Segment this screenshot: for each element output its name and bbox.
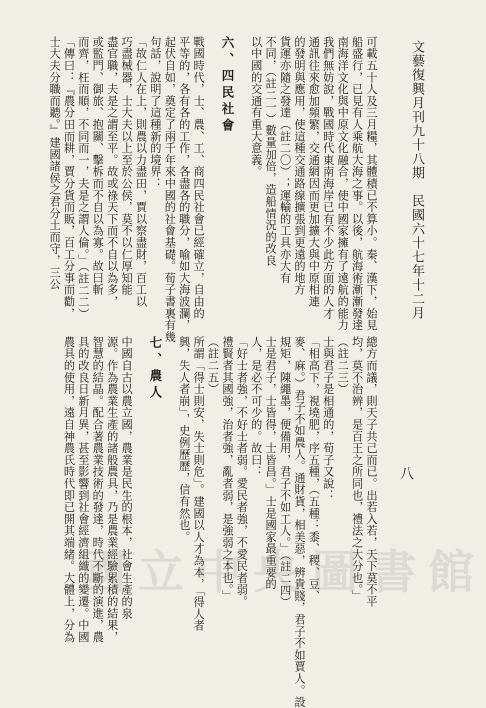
text-column: 源。作為農業生產的諸般農具，乃是農業經驗累積的結果， bbox=[105, 336, 119, 643]
text-column: 中國自古以農立國，農業是民生的根本，社會生產的泉 bbox=[120, 336, 134, 620]
text-column: 總方而議，則天子共己而已。出若入若，天下莫不平 bbox=[365, 336, 378, 608]
text-column: 規矩，陳繩墨，便備用，君子不如工人。」（註二四） bbox=[278, 336, 292, 608]
text-column: 「好士者強，不好士者弱。愛民者強，不愛民者弱。 bbox=[235, 336, 249, 608]
text-column: 人，是必不可少的。故曰： bbox=[249, 336, 263, 478]
text-column: 巧盡械器，士大夫以上至於公侯，莫不以仁厚知能 bbox=[120, 36, 134, 296]
text-column bbox=[234, 36, 248, 322]
text-column: 不同，（註二一）數量加倍，造船情況的改良 bbox=[264, 36, 278, 267]
text-column: 而齊，枉而順，不同而一，夫是之謂人倫。」（註二二） bbox=[76, 36, 90, 320]
text-column: （註二三） bbox=[336, 336, 350, 395]
section-heading: 六、四民社會 bbox=[219, 36, 235, 135]
text-column: 句話，說明了這種新的境界： bbox=[148, 36, 162, 190]
page-header: 文藝復興月刊九十八期 民國六十七年十二月 bbox=[409, 40, 424, 320]
text-column: 盡官職，夫是之謂至平。故或祿天下而不自以為多， bbox=[105, 36, 119, 308]
text-column bbox=[205, 36, 219, 322]
text-column: 以中國的交通有重大意義。 bbox=[249, 36, 263, 178]
text-column: 通訊往來愈加頻繁，交通網因而更加擴大與中原相連 bbox=[307, 36, 321, 308]
text-column: 或監門、御旅、抱關、擊柝而不自以為寡。故曰斬 bbox=[91, 36, 105, 296]
text-column: 禮賢者其國強，治者強，亂者弱，是強弱之本也。」 bbox=[220, 336, 234, 602]
text-column: 農具的使用，遠自神農氏時代即已開其端緒。大體上，分為 bbox=[62, 336, 76, 643]
text-column: 麥、麻。）君子不如農人。通財貨，相美惡，辨貴賤，君子不如賈人。設 bbox=[292, 336, 306, 708]
text-column: 船盛行，已見有人乘航大海之事。以後，航海術漸漸發達 bbox=[350, 36, 364, 331]
page-number: 八 bbox=[398, 466, 414, 480]
text-column: 具的改良日新月異，甚至影響到社會經濟組織的變遷。中國 bbox=[76, 336, 90, 643]
text-column: 平等的，各有各的工作，各盡各的職分，喻如大海波瀾， bbox=[177, 36, 191, 331]
text-column: 所謂「得士則安，失士則危」。建國以人才為本，「得人者 bbox=[192, 336, 206, 632]
text-column: 「相高下，視墝肥，序五種，（五種：黍、稷、豆、 bbox=[307, 336, 321, 602]
text-column: 士是君子，士皆得，士皆昌。」士是國家最重要的 bbox=[264, 336, 278, 590]
text-column: 我們無妨說，戰國時代東南海岸已有不少此方面的人才 bbox=[321, 36, 335, 320]
text-column: 士大夫分職而聽。』建國諸侯之君分土而守，三公 bbox=[48, 36, 62, 290]
text-column: 可載五十人及三月糧，其體積已不算小。秦、漢下，始見 bbox=[365, 36, 378, 331]
text-column: （註二五） bbox=[206, 336, 220, 395]
text-column: 貨運亦隨之發達（註二〇）；運輸的工具亦大有 bbox=[278, 36, 292, 284]
text-column: 的發明與應用，使這種交通路線擴張到更遠的地方 bbox=[292, 36, 306, 296]
text-column: 智慧的結晶。配合著農業技術的發達，時代不斷的演進，農 bbox=[91, 336, 105, 643]
text-column: 戰國時代，士、農、工、商四民社會已經確立，自由的 bbox=[192, 36, 206, 320]
text-column: 起伏自如，奠定了兩千年來中國的社會基礎。荀子書裏有幾 bbox=[163, 36, 177, 343]
section-heading: 七、農人 bbox=[147, 336, 163, 402]
text-column: 「傳曰：『農分田而耕，賈分貨而販，百工分事而勸， bbox=[62, 36, 76, 320]
text-column: 均，莫不治辨，是百王之所同也，禮法之大分也。」 bbox=[350, 336, 364, 602]
text-column: 「故仁人在上，則農以力盡田，賈以察盡財，百工以 bbox=[134, 36, 148, 308]
text-column: 興，失人者崩」，史例歷歷，信有然也。 bbox=[177, 336, 191, 543]
upper-text-block bbox=[28, 36, 378, 343]
text-column: 南海洋文化與中原文化融合，使中國家擁有了遠航的能力 bbox=[336, 36, 350, 331]
text-column: 士與君子是相通的，荀子又說： bbox=[321, 336, 335, 502]
library-watermark: 國立中央圖書館 bbox=[80, 545, 486, 599]
